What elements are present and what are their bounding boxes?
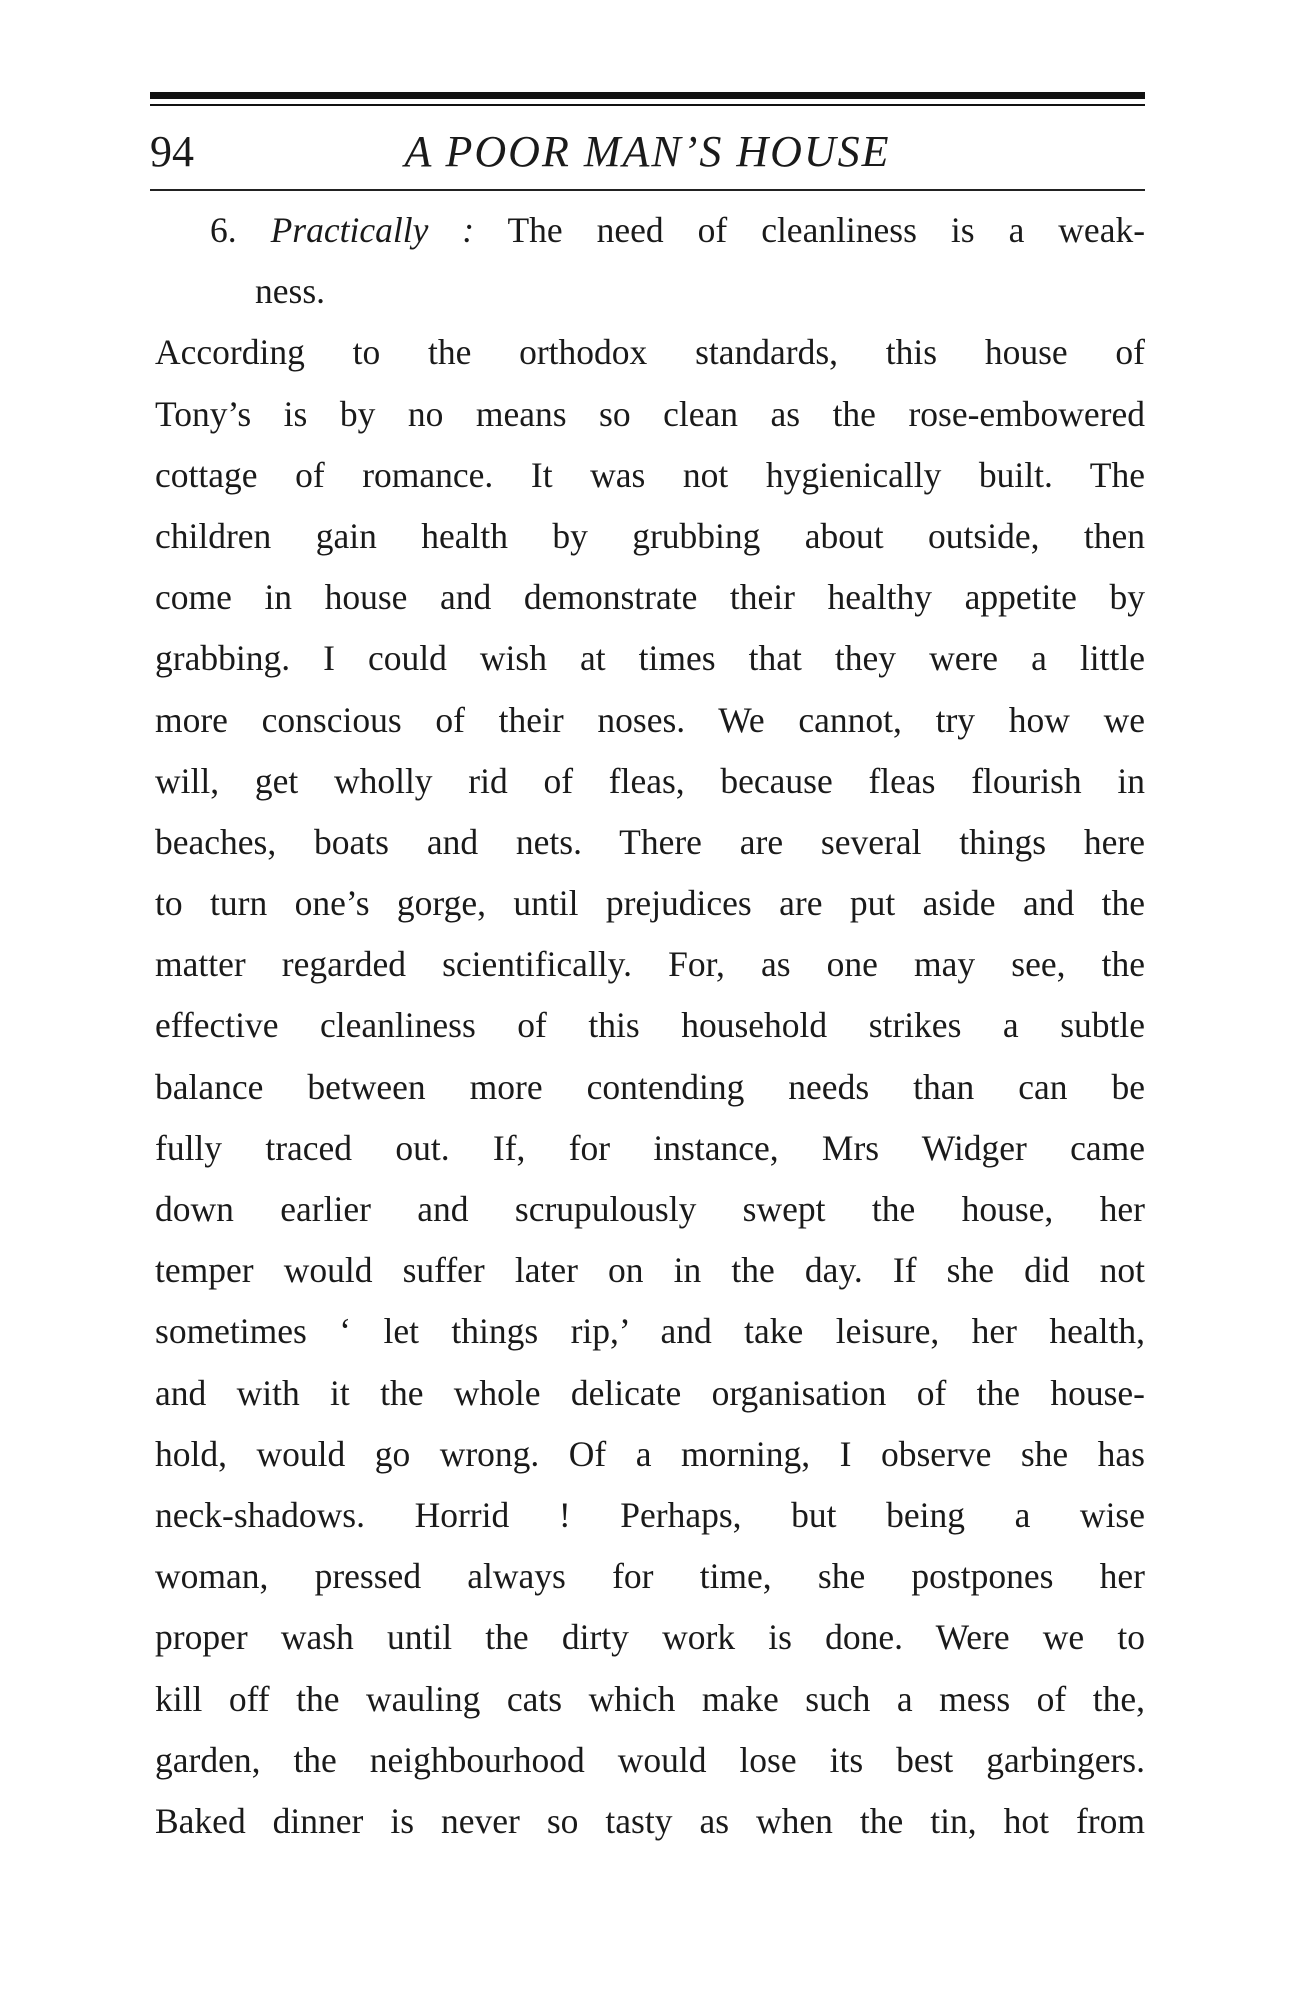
paragraph-line: matter regarded scientifically. For, as one may see, the bbox=[155, 944, 1145, 985]
list-label: Practically : bbox=[270, 210, 475, 250]
paragraph-line: kill off the wauling cats which make such a mess of the, bbox=[155, 1678, 1145, 1719]
paragraph-line: grabbing. I could wish at times that they were a little bbox=[155, 638, 1145, 679]
body-text bbox=[155, 200, 1145, 1852]
paragraph-line: fully traced out. If, for instance, Mrs Widger came bbox=[155, 1127, 1145, 1168]
paragraph-line: According to the orthodox standards, this house of bbox=[155, 332, 1145, 373]
paragraph-line: will, get wholly rid of fleas, because fleas flourish in bbox=[155, 760, 1145, 801]
paragraph bbox=[155, 322, 1145, 1852]
paragraph-line: and with it the whole delicate organisation of the house- bbox=[155, 1372, 1145, 1413]
paragraph-line: proper wash until the dirty work is done. Were we to bbox=[155, 1617, 1145, 1658]
paragraph-line: cottage of romance. It was not hygienically built. The bbox=[155, 454, 1145, 495]
header-rule bbox=[150, 189, 1145, 191]
list-text: The need of cleanliness is a weak- bbox=[507, 210, 1146, 250]
page-header bbox=[150, 118, 1145, 182]
paragraph-line: sometimes ‘ let things rip,’ and take leisure, her health, bbox=[155, 1311, 1145, 1352]
paragraph-line: children gain health by grubbing about outside, then bbox=[155, 515, 1145, 556]
paragraph-line: temper would suffer later on in the day. If she did not bbox=[155, 1250, 1145, 1291]
running-title: A POOR MAN’S HOUSE bbox=[404, 127, 891, 176]
top-rule-thin bbox=[150, 104, 1145, 106]
list-item-continuation: ness. bbox=[255, 271, 326, 312]
page-number: 94 bbox=[150, 127, 194, 176]
paragraph-line: garden, the neighbourhood would lose its best garbingers. bbox=[155, 1739, 1145, 1780]
paragraph-line: hold, would go wrong. Of a morning, I observe she has bbox=[155, 1433, 1145, 1474]
paragraph-line: to turn one’s gorge, until prejudices are put aside and the bbox=[155, 883, 1145, 924]
list-item-6 bbox=[155, 200, 1145, 261]
paragraph-line: Baked dinner is never so tasty as when the tin, hot from bbox=[155, 1800, 1145, 1841]
paragraph-line: woman, pressed always for time, she postpones her bbox=[155, 1556, 1145, 1597]
paragraph-line: effective cleanliness of this household strikes a subtle bbox=[155, 1005, 1145, 1046]
paragraph-line: neck-shadows. Horrid ! Perhaps, but being a wise bbox=[155, 1494, 1145, 1535]
top-rule-thick bbox=[150, 92, 1145, 99]
paragraph-line: down earlier and scrupulously swept the house, her bbox=[155, 1189, 1145, 1229]
paragraph-line: balance between more contending needs than can be bbox=[155, 1066, 1145, 1107]
paragraph-line: come in house and demonstrate their healthy appetite by bbox=[155, 577, 1145, 618]
list-number: 6. bbox=[210, 210, 237, 250]
paragraph-line: beaches, boats and nets. There are several things here bbox=[155, 821, 1145, 862]
paragraph-line: Tony’s is by no means so clean as the rose-embowered bbox=[155, 393, 1145, 434]
paragraph-line: more conscious of their noses. We cannot, try how we bbox=[155, 699, 1145, 740]
